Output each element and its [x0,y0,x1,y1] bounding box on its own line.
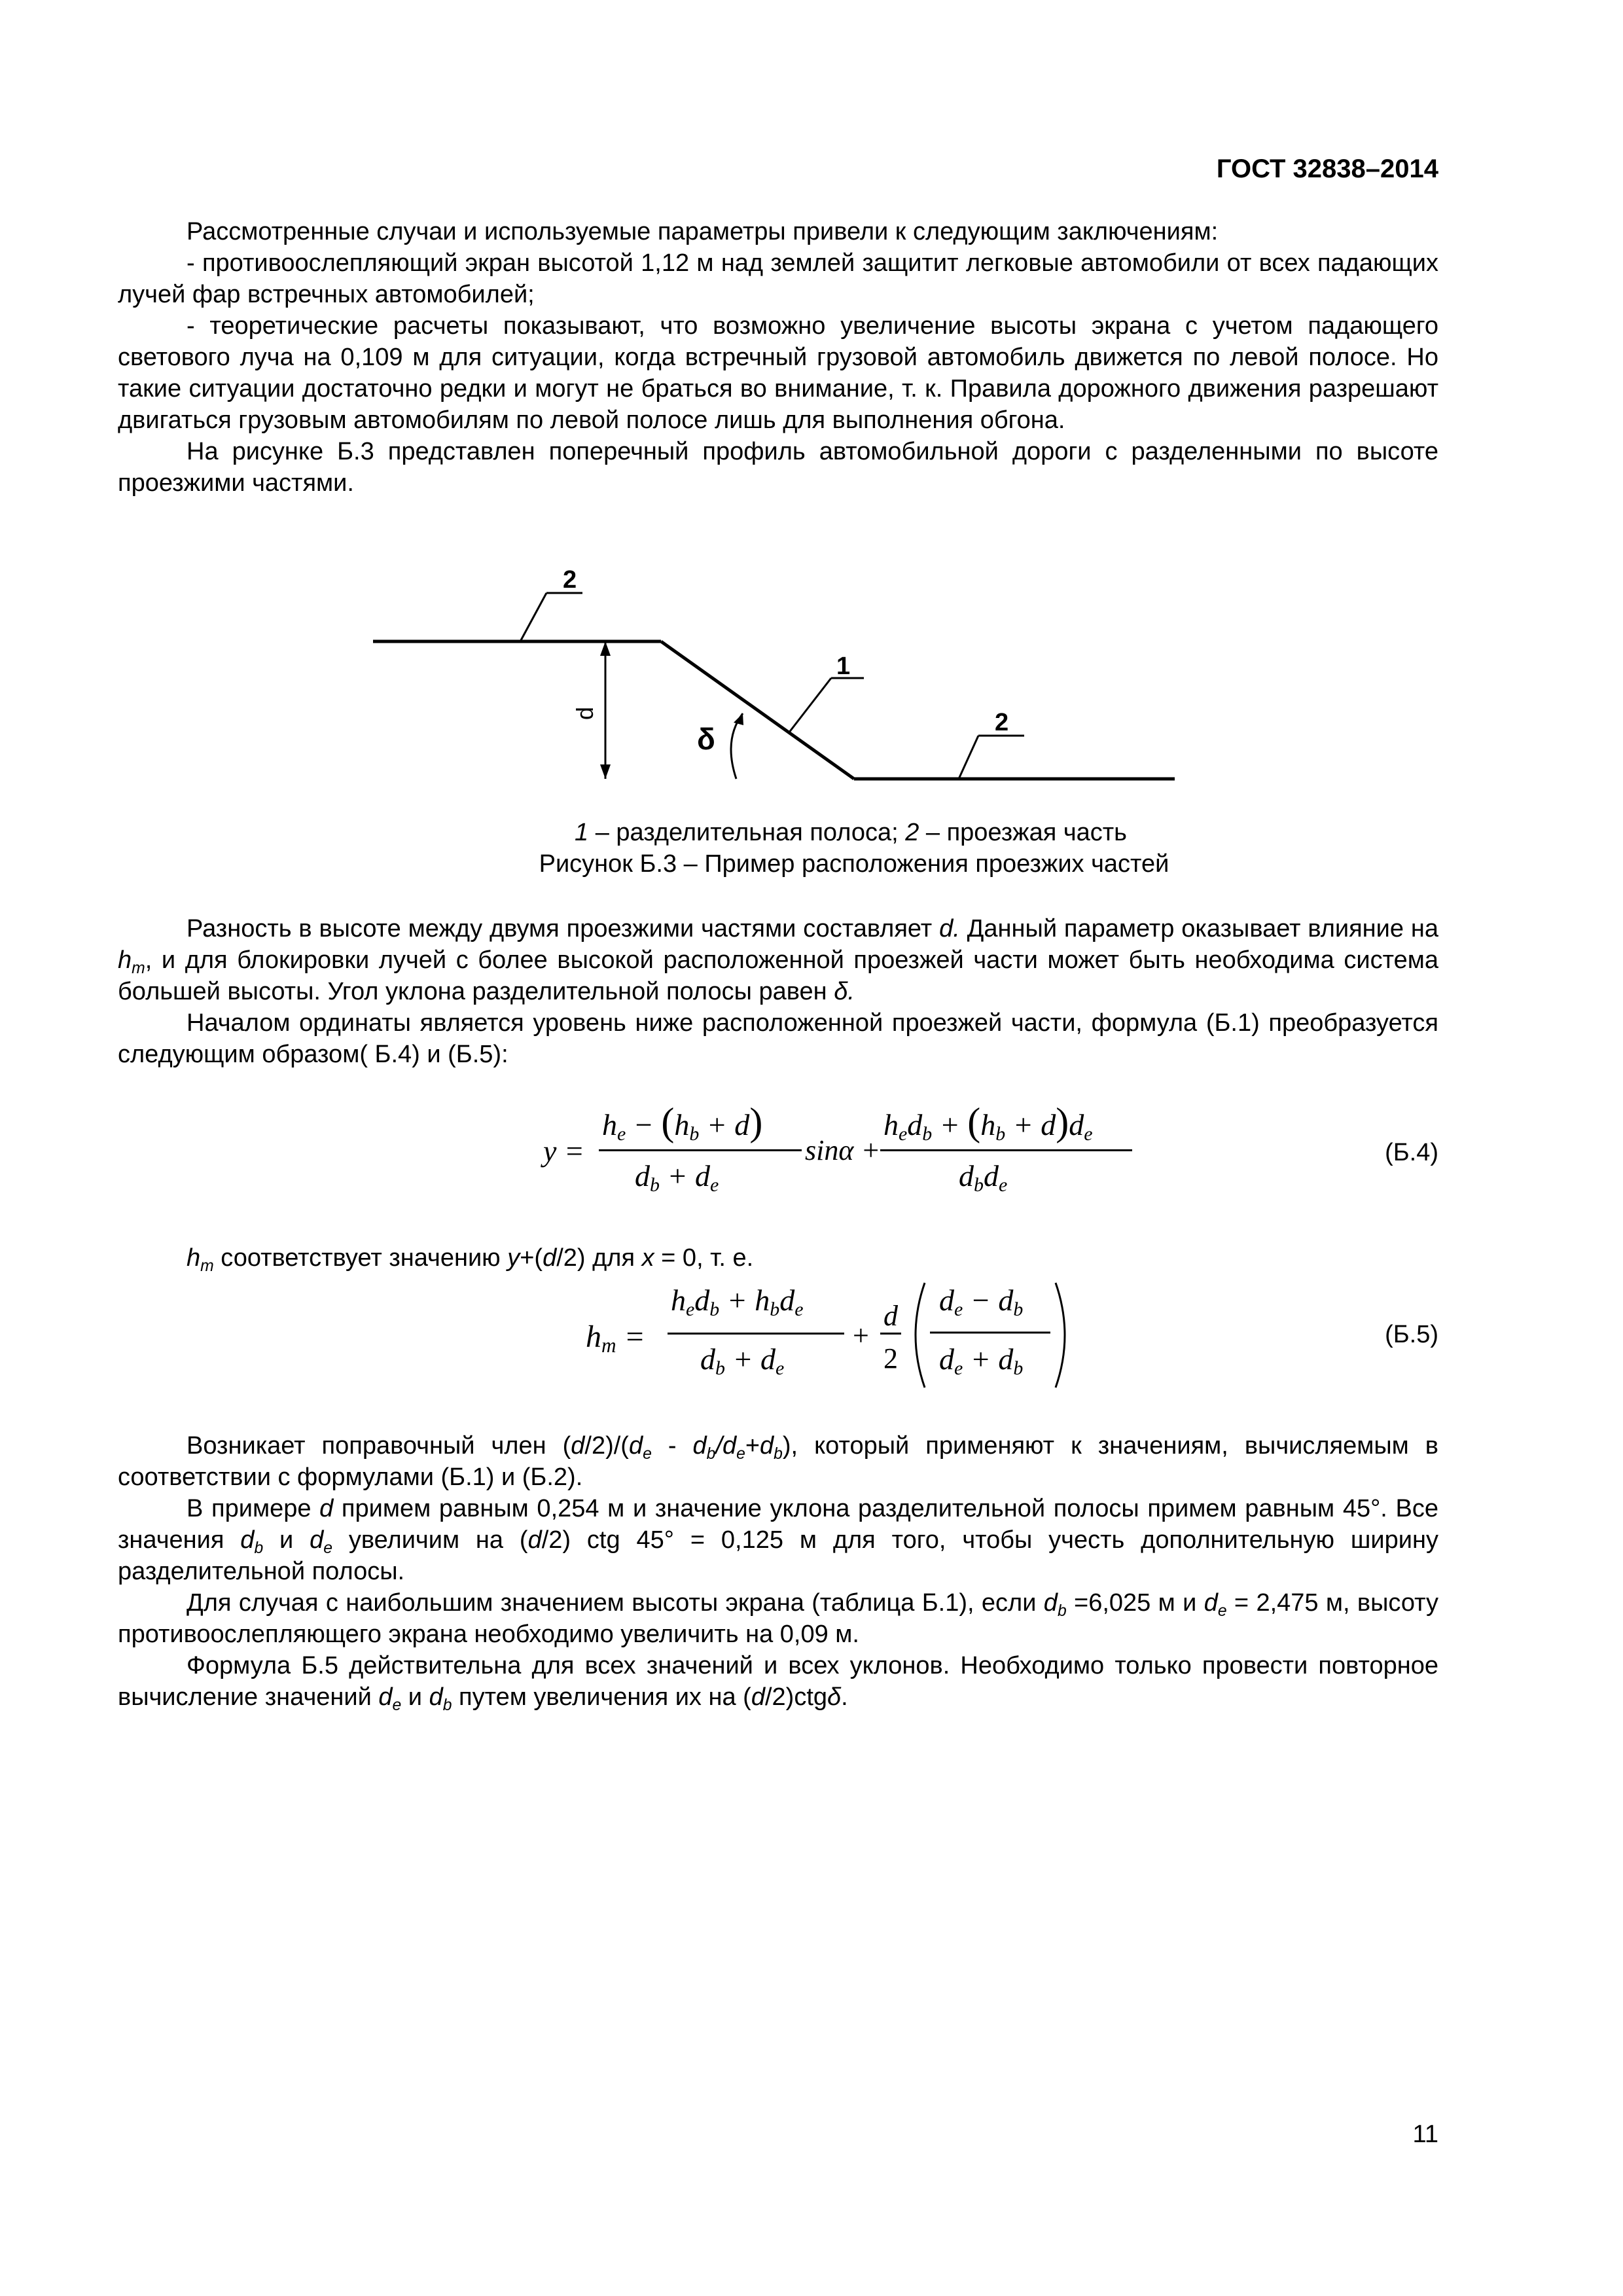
t: Формула Б.5 действительна для всех значений и всех уклонов. Необходимо только провести повторное вычисление значений [118,1652,1438,1711]
eq4-fraction-bar-2 [880,1149,1132,1151]
label-2-top: 2 [563,566,577,594]
t: Для случая с наибольшим значением высоты экрана (таблица Б.1), если [187,1589,1044,1617]
s: e [710,1174,719,1196]
t: d [779,1283,795,1317]
t: + h [719,1283,770,1317]
s: b [770,1299,780,1320]
v: d [319,1495,334,1522]
t: + d [659,1159,710,1193]
t: Данный параметр оказывает влияние на [959,915,1438,942]
var-h: h [187,1244,201,1272]
var-d: d [543,1244,557,1272]
t: путем увеличения их на ( [452,1683,751,1711]
d-arrow-top [600,641,611,656]
sub-m: m [200,1257,214,1275]
eq5-frac-2: 2 [883,1342,898,1374]
t: d [939,1283,954,1317]
legend-text-2: – проезжая часть [919,819,1127,846]
s: m [601,1334,616,1357]
intro-paragraph-4: На рисунке Б.3 представлен поперечный профиль автомобильной дороги с разделенными по высоте проезжими частями. [118,438,1438,497]
t: , и для блокировки лучей с более высокой расположенной проезжей части может быть необходима система большей высоты. Угол уклона разделительной полосы равен [118,946,1438,1005]
legend-number-2: 2 [905,819,919,846]
t: Возникает поправочный член ( [187,1432,571,1460]
v: d [571,1432,585,1460]
eq4-number: (Б.4) [1385,1139,1438,1166]
t: d [700,1342,715,1376]
t: d [983,1159,999,1193]
s: e [643,1445,652,1463]
paragraph-correction [118,1430,1438,1493]
t: увеличим на ( [332,1526,528,1554]
label-2-bottom: 2 [995,709,1009,736]
d-arrow-bottom [600,764,611,779]
leader-top [520,593,546,641]
v: d [1204,1589,1218,1617]
s: b [995,1123,1006,1145]
legend-number-1: 1 [575,819,589,846]
leader-slope [789,678,831,733]
t: ) [1056,1100,1069,1143]
t: d [1069,1108,1084,1141]
paragraph-height-difference [118,913,1438,1007]
t: +( [520,1244,543,1272]
s: e [1084,1123,1093,1145]
s: e [794,1299,804,1320]
t: соответствует значению [213,1244,508,1272]
hm-definition-line [118,1242,1438,1274]
slope-line [661,641,854,779]
t: h [602,1108,617,1141]
s: b [1057,1602,1067,1620]
eq5-half-bar [880,1333,901,1335]
figure-caption: Рисунок Б.3 – Пример расположения проезжих частей [539,850,1169,878]
t: d [939,1342,954,1376]
var-x: x [641,1244,654,1272]
eq5-paren-denominator [939,1342,1024,1379]
t: /2)ctg [764,1683,828,1711]
v: d [429,1683,443,1711]
s: b [709,1299,720,1320]
t: =6,025 м и [1066,1589,1204,1617]
t: и [401,1683,429,1711]
intro-paragraph-2: - противоослепляющий экран высотой 1,12 м над землей защитит легковые автомобили от всех падающих лучей фар встречных автомобилей; [118,249,1438,308]
s: e [617,1123,626,1145]
eq4-numerator-1 [602,1100,762,1145]
s: e [899,1123,908,1145]
var-h: h [118,946,132,974]
v: d [760,1432,774,1460]
v: d [628,1432,643,1460]
s: b [650,1174,660,1196]
s: e [736,1445,745,1463]
label-1-slope: 1 [836,653,851,680]
t: + d [724,1342,776,1376]
formula-b5 [586,1276,1109,1394]
angle-arrow [734,713,743,725]
body-text-3 [118,1430,1438,1713]
t: - [651,1432,693,1460]
s: e [392,1696,402,1714]
var-delta: δ. [834,978,855,1005]
t: ( [967,1100,981,1143]
paragraph-ordinate: Началом ординаты является уровень ниже расположенной проезжей части, формула (Б.1) преобразуется следующим образом( Б.4) и (Б.5): [118,1009,1438,1068]
s: b [715,1357,725,1379]
road-profile-figure [373,563,1250,798]
t: /2)/( [584,1432,629,1460]
t: d [907,1108,923,1141]
t: + d [699,1108,750,1141]
eq4-fraction-bar-1 [599,1149,802,1151]
s: b [974,1174,984,1196]
s: e [954,1357,963,1379]
s: b [774,1445,783,1463]
eq4-lhs: y = [543,1134,584,1168]
label-delta: δ [697,722,715,756]
var-d: d. [939,915,960,942]
t: h [674,1108,690,1141]
t: ( [661,1100,675,1143]
t: . [841,1683,848,1711]
legend-text-1: – разделительная полоса; [588,819,906,846]
v: d [751,1683,765,1711]
eq5-denominator [700,1342,785,1379]
paragraph-example [118,1493,1438,1587]
sub-m: m [132,960,145,977]
s: b [1013,1357,1024,1379]
label-d: d [571,706,598,720]
eq4-denominator-1 [635,1158,719,1196]
t: примем равным 0,254 м и значение уклона разделительной полосы примем равным 45°. Все значения [118,1495,1438,1554]
s: b [922,1123,933,1145]
t: = 0, т. е. [654,1244,754,1272]
formula-b4 [543,1086,1132,1217]
t: d [694,1283,710,1317]
hm-definition [118,1242,1438,1274]
var-y: y [507,1244,520,1272]
t: d [959,1159,974,1193]
v: d [240,1526,255,1554]
v: δ [827,1683,842,1711]
intro-paragraph-1: Рассмотренные случаи и используемые параметры привели к следующим заключениям: [187,218,1219,245]
t: + d [1005,1108,1056,1141]
s: b [442,1696,452,1714]
eq4-sin: sinα + [805,1134,881,1166]
eq5-lhs [586,1319,645,1355]
v: d [692,1432,707,1460]
t: − [626,1108,662,1141]
s: e [323,1539,333,1557]
t: /2) ctg 45° = 0,125 м для того, чтобы учесть дополнительную ширину разделительной полосы. [118,1526,1438,1585]
s: b [689,1123,700,1145]
t: d [635,1159,650,1193]
eq5-number: (Б.5) [1385,1321,1438,1348]
t: = 2,475 м, высоту противоослепляющего экрана необходимо увеличить на 0,09 м. [118,1589,1438,1648]
t: + [932,1108,968,1141]
s: e [1217,1602,1227,1620]
t: h [671,1283,686,1317]
t: ) [749,1100,763,1143]
body-text-2 [118,913,1438,1070]
t: ), который применяют к значениям, вычисляемым в соответствии с формулами (Б.1) и (Б.2). [118,1432,1438,1491]
intro-text [118,216,1438,499]
figure-legend [0,817,1623,848]
t: и [263,1526,310,1554]
s: b [254,1539,264,1557]
page-number: 11 [1412,2121,1438,2148]
s: e [686,1299,695,1320]
eq5-frac-d: d [883,1300,898,1332]
s: e [998,1174,1008,1196]
t: h [586,1319,601,1354]
v: d [378,1683,393,1711]
t: /2) для [556,1244,642,1272]
v: d [722,1432,737,1460]
t: Разность в высоте между двумя проезжими частями составляет [187,915,940,942]
eq5-paren-numerator [939,1283,1023,1318]
t: = [616,1319,645,1354]
v: d [527,1526,542,1554]
eq5-fraction-bar [668,1333,844,1335]
eq5-numerator [671,1283,804,1318]
leader-bottom [959,736,978,779]
s: b [1013,1299,1024,1320]
s: e [954,1299,963,1320]
t: h [980,1108,996,1141]
t: − d [963,1283,1014,1317]
eq5-plus: + [853,1319,869,1352]
v: d [1043,1589,1058,1617]
standard-header: ГОСТ 32838–2014 [1216,154,1438,183]
eq4-denominator-2 [959,1158,1008,1196]
t: + [745,1432,760,1460]
t: h [883,1108,899,1141]
v: d [310,1526,324,1554]
t: / [715,1432,722,1460]
t: + d [963,1342,1014,1376]
intro-paragraph-3: - теоретические расчеты показывают, что возможно увеличение высоты экрана с учетом падающего светового луча на 0,109 м для ситуации, когда встречный грузовой автомобиль движется по левой полосе. Но такие ситуации достаточно редки и могут не браться во внимание, т. к. Правила дорожного движения разрешают двигаться грузовым автомобилям по левой полосе лишь для выполнения обгона. [118,312,1438,434]
paragraph-max-height [118,1587,1438,1650]
s: e [776,1357,785,1379]
eq4-numerator-2 [883,1100,1093,1145]
s: b [706,1445,716,1463]
t: В примере [187,1495,320,1522]
paragraph-validity [118,1650,1438,1713]
